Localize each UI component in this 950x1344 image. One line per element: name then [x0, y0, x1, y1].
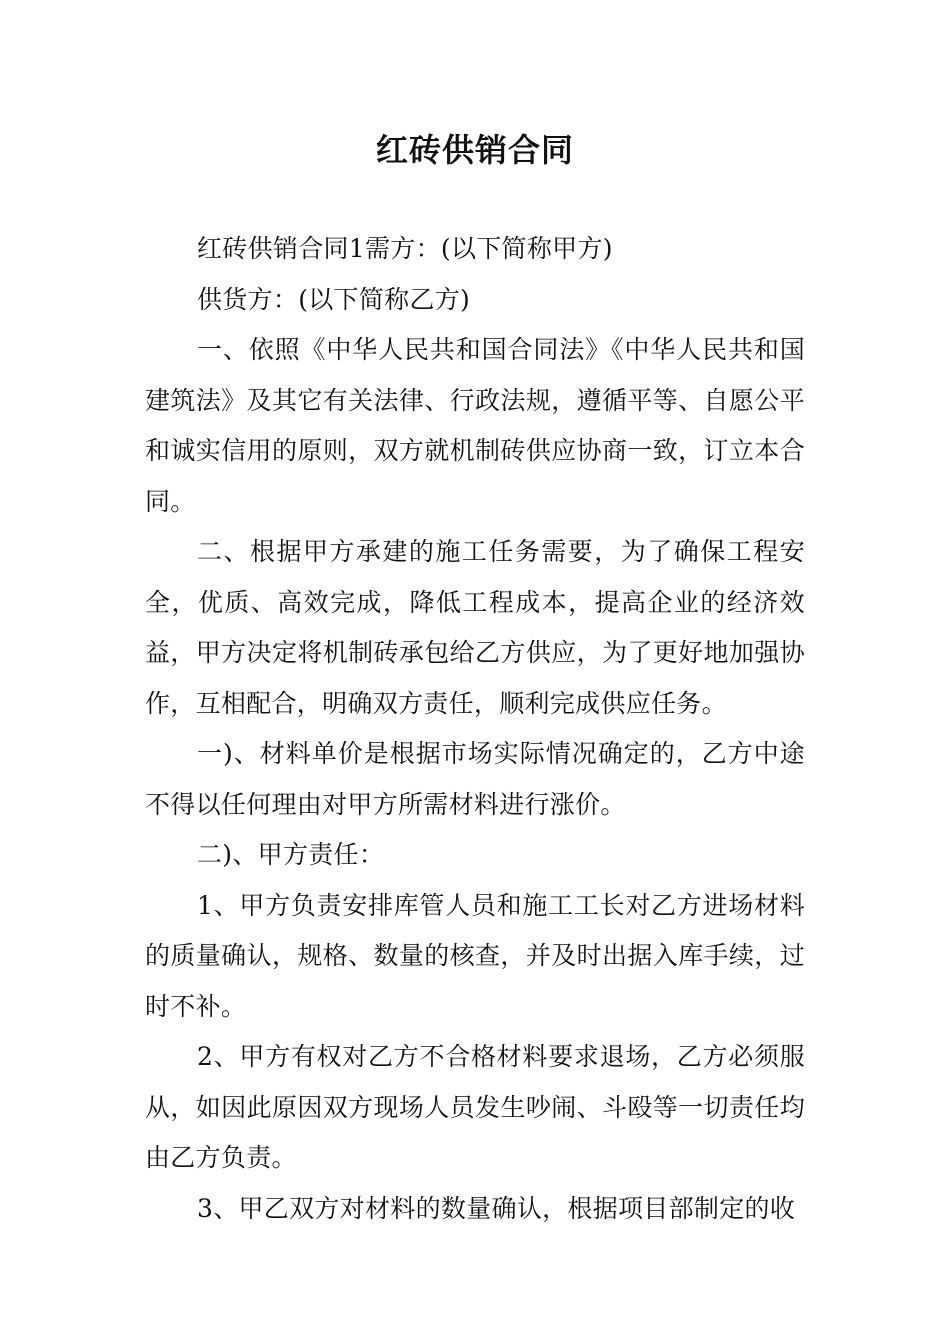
paragraph-supplier: 供货方：(以下简称乙方)	[197, 284, 471, 314]
paragraph-buyer: 红砖供销合同1需方：(以下简称甲方)	[197, 234, 613, 263]
document-title: 红砖供销合同	[375, 131, 574, 169]
document-body	[145, 224, 805, 1234]
paragraph-subclause-2-heading: 二)、甲方责任：	[197, 840, 385, 869]
paragraph-clause-2: 二、根据甲方承建的施工任务需要，为了确保工程安全，优质、高效完成，降低工程成本，提高企业的经济效益，甲方决定将机制砖承包给乙方供应，为了更好地加强协作，互相配合，明确双方责任，顺利完成供应任务。	[145, 537, 805, 718]
paragraph-item-3: 3、甲乙双方对材料的数量确认，根据项目部制定的收	[197, 1193, 796, 1223]
paragraph-item-1: 1、甲方负责安排库管人员和施工工长对乙方进场材料的质量确认，规格、数量的核查，并及时出据入库手续，过时不补。	[145, 890, 805, 1021]
paragraph-subclause-1: 一)、材料单价是根据市场实际情况确定的，乙方中途不得以任何理由对甲方所需材料进行涨价。	[145, 739, 805, 819]
paragraph-clause-1: 一、依照《中华人民共和国合同法》《中华人民共和国建筑法》及其它有关法律、行政法规，遵循平等、自愿公平和诚实信用的原则，双方就机制砖供应协商一致，订立本合同。	[145, 335, 805, 516]
paragraph-item-2: 2、甲方有权对乙方不合格材料要求退场，乙方必须服从，如因此原因双方现场人员发生吵闹、斗殴等一切责任均由乙方负责。	[145, 1042, 805, 1172]
